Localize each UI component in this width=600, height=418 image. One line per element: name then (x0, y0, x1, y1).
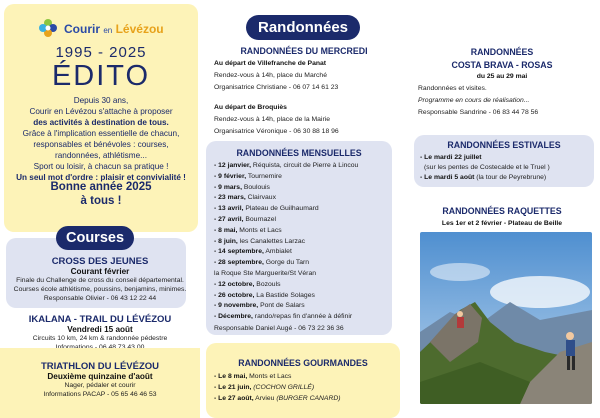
edito-years: 1995 - 2025 (55, 44, 147, 61)
mensuelles-item-date: - 9 novembre, (214, 302, 259, 310)
mercredi-rdv-1: Rendez-vous à 14h, place du Marché (214, 72, 327, 79)
mensuelles-item (214, 280, 281, 290)
gourmandes-title: RANDONNÉES GOURMANDES (238, 358, 368, 368)
mensuelles-item-place: Réquista, circuit de Pierre à Lincou (251, 162, 359, 169)
mensuelles-item (214, 204, 319, 214)
costa-title-1: RANDONNÉES (470, 47, 534, 57)
mercredi-rdv-2: Rendez-vous à 14h, place de la Mairie (214, 116, 330, 123)
mensuelles-item-date: - 26 octobre, (214, 291, 255, 299)
gourmandes-item (214, 383, 314, 393)
edito-greeting: Bonne année 2025 à tous ! (50, 181, 152, 207)
mensuelles-item (214, 247, 292, 257)
gourmandes-item-place: Arvieu (253, 395, 277, 402)
mensuelles-item-date: - 13 avril, (214, 205, 244, 213)
gourmandes-item-menu: (BURGER CANARD) (276, 395, 341, 402)
gourmandes-item (214, 394, 341, 404)
courses-pill: Courses (56, 226, 134, 250)
mensuelles-item (214, 237, 305, 247)
gourmandes-item (214, 372, 291, 382)
mensuelles-item-date: - 14 septembre, (214, 248, 264, 256)
mensuelles-item-date: - 8 mai, (214, 226, 238, 234)
gourmandes-item-menu: (COCHON GRILLÉ) (253, 384, 315, 391)
mensuelles-item (214, 161, 358, 171)
mountain-image (420, 232, 592, 404)
gourmandes-item-date: - Le 27 août, (214, 395, 254, 402)
costa-line-1: Randonnées et visites. (418, 85, 487, 92)
estivales-title: RANDONNÉES ESTIVALES (447, 140, 561, 150)
course-triathlon: TRIATHLON DU LÉVÉZOU Deuxième quinzaine d'août Nager, pédaler et courir Informations PACAP - 05 65 46 46 53 (40, 361, 160, 398)
gourmandes-item-date: - Le 8 mai, (214, 373, 248, 380)
mensuelles-item (214, 172, 282, 182)
costa-title-2: COSTA BRAVA - ROSAS (451, 60, 553, 70)
mensuelles-item-date: - 23 mars, (214, 194, 246, 202)
estivales-item-1-date: - Le mardi 22 juillet (420, 154, 482, 161)
mensuelles-item-place: Boulouis (241, 183, 270, 191)
mensuelles-item-place: Clairvaux (245, 194, 276, 202)
mensuelles-item (214, 258, 309, 268)
course-cross: CROSS DES JEUNES Courant février Finale du Challenge de cross du conseil départemental. Courses école athlétisme, poussins, benjamins, minimes. Responsable Olivier - 06 43 12 22 44 (13, 256, 187, 302)
mensuelles-item-place: Tournemire (246, 172, 282, 180)
mensuelles-item-place: Monts et Lacs (237, 226, 282, 234)
hikers-photo (420, 232, 592, 404)
mensuelles-item-date: - 27 avril, (214, 216, 244, 223)
mensuelles-item-date: - 28 septembre, (214, 259, 264, 267)
mensuelles-item (214, 193, 276, 203)
raquettes-sub: Les 1er et 2 février - Plateau de Beille (441, 220, 563, 227)
mercredi-depart-2: Au départ de Broquiès (214, 104, 287, 111)
mensuelles-item-date: - 12 janvier, (214, 162, 252, 169)
mercredi-title: RANDONNÉES DU MERCREDI (240, 46, 368, 56)
costa-dates: du 25 au 29 mai (476, 73, 528, 80)
mercredi-depart-1: Au départ de Villefranche de Panat (214, 60, 327, 67)
mensuelles-title: RANDONNÉES MENSUELLES (236, 148, 362, 158)
mensuelles-item-place: Gorge du Tarn (263, 259, 310, 267)
gourmandes-item-date: - Le 21 juin, (214, 384, 252, 391)
mensuelles-item-place: la Roque Ste Marguerite/St Véran (214, 270, 317, 277)
mensuelles-item (214, 183, 270, 193)
logo-text: Courir en Lévézou (64, 22, 164, 36)
edito-text: Depuis 30 ans, Courir en Lévézou s'attache à proposer des activités à destination de tous. Grâce à l'implication essentielle de chacun, responsables et bénévoles : courses, randonnées, athlétisme... Sport ou loisir, à chacun sa pratique ! Un seul mot d'ordre : plaisir et convivialité ! (16, 96, 186, 182)
mensuelles-item-place: Pont de Salars (258, 302, 305, 310)
mensuelles-item-date: - 8 juin, (214, 237, 238, 245)
gourmandes-item-place: Monts et Lacs (247, 373, 292, 380)
mensuelles-item-place: Bozouls (254, 280, 281, 288)
mercredi-orga-2: Organisatrice Véronique - 06 30 88 18 96 (214, 128, 339, 135)
mensuelles-item-place: Bournazel (243, 216, 276, 223)
mensuelles-item-date: - Décembre, (214, 313, 253, 321)
raquettes-title: RANDONNÉES RAQUETTES (442, 206, 562, 216)
mensuelles-item-place: rando/repas fin d'année à définir (252, 313, 353, 321)
randonnees-pill: Randonnées (246, 15, 360, 40)
mensuelles-item-date: - 9 février, (214, 172, 247, 180)
mensuelles-item (214, 312, 352, 322)
mensuelles-item-date: - 9 mars, (214, 183, 242, 191)
club-logo (30, 12, 190, 42)
mensuelles-item (214, 269, 316, 279)
mensuelles-item (214, 291, 315, 301)
edito-title: ÉDITO (51, 60, 151, 92)
course-ikalana: IKALANA - TRAIL DU LÉVÉZOU Vendredi 15 août Circuits 10 km, 24 km & randonnée pédestre (28, 314, 172, 342)
mensuelles-item-place: Ambialet (263, 248, 292, 256)
mensuelles-item-place: La Bastide Solages (254, 291, 315, 299)
estivales-item-1-place: (sur les pentes de Costecalde et le Truel ) (424, 164, 550, 171)
mensuelles-item-place: les Canalettes Larzac (237, 237, 306, 245)
costa-line-2: Programme en cours de réalisation... (418, 97, 530, 104)
mensuelles-item-date: - 12 octobre, (214, 280, 255, 288)
mercredi-orga-1: Organisatrice Christiane - 06 07 14 61 23 (214, 84, 339, 91)
mensuelles-item (214, 215, 276, 225)
mensuelles-item-place: Plateau de Guilhaumard (243, 205, 319, 213)
flower-icon (38, 18, 58, 38)
mensuelles-item (214, 301, 305, 311)
estivales-item-2: - Le mardi 5 août (la tour de Peyrebrune) (420, 174, 547, 181)
costa-line-3: Responsable Sandrine - 06 83 44 78 56 (418, 109, 539, 116)
mensuelles-item (214, 226, 282, 236)
mensuelles-responsable: Responsable Daniel Augé - 06 73 22 36 36 (214, 325, 344, 332)
